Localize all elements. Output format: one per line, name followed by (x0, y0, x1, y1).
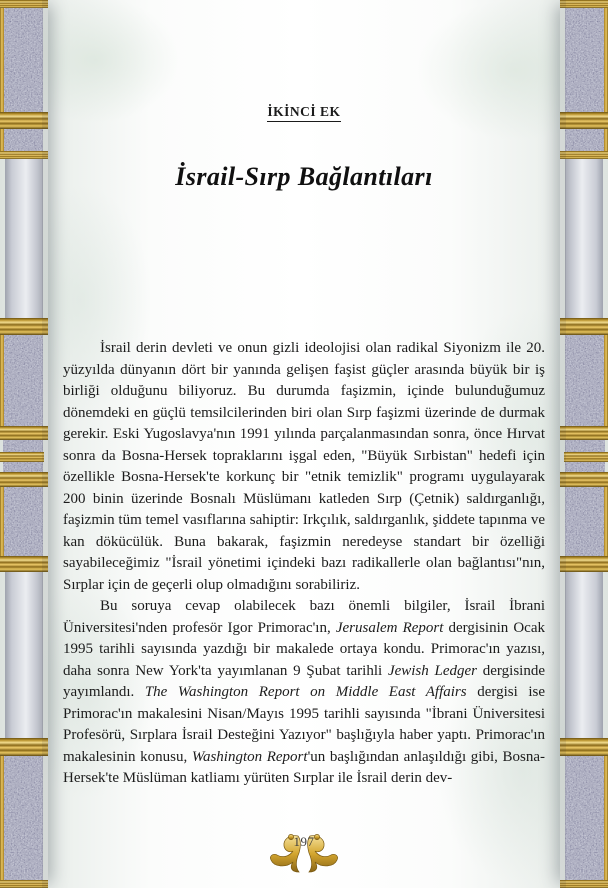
paragraph: İsrail derin devleti ve onun gizli ideolojisi olan radikal Siyonizm ile 20. yüzyılda dünyanın dört bir yanında gelişen faşist güçler arasında büyük bir iş birliği olduğunu biliyoruz. Bu durumda faşizmin, içinde bulunduğumuz dönemdeki en güçlü temsilcilerinden biri olan Sırp faşizmi üzerinde de durmak gerekir. Eski Yugoslavya'nın 1991 yılında parçalanmasından sonra, önce Hırvat sonra da Bosna-Hersek topraklarını işgal eden, "Büyük Sırbistan" hedefi için özellikle Bosna-Hersek'te korkunç bir "etnik temizlik" programı uygulayarak 200 binin üzerinde Bosnalı Müslümanı katleden Sırp (Çetnik) saldırganlığı, faşizmin tüm temel vasıflarına sahiptir: Irkçılık, saldırganlık, şiddete tapınma ve kan dökücülük. Buna bakarak, faşizmin neredeyse standart bir özelliği sayabileceğimiz "İsrail yönetimi içindeki bazı radikallerle olan bağlantısı"nın, Sırplar için de geçerli olup olmadığını sorabiliriz. (63, 340, 545, 593)
section-kicker (63, 104, 545, 120)
page-title: İsrail-Sırp Bağlantıları (175, 162, 433, 191)
page-footer (63, 830, 545, 880)
section-kicker-label: İKİNCİ EK (267, 104, 340, 122)
marble-gold-pilaster-icon (0, 0, 48, 888)
left-border-pilaster (0, 0, 48, 888)
right-border-pilaster (560, 0, 608, 888)
page-content (63, 0, 545, 888)
page-number: 197 (293, 834, 315, 849)
body-text (63, 338, 545, 790)
marble-gold-pilaster-icon (560, 0, 608, 888)
paragraph: Bu soruya cevap olabilecek bazı önemli bilgiler, İsrail İbrani Üniversitesi'nden profesör Igor Primorac'ın, Jerusalem Report dergisinin Ocak 1995 tarihli sayısında yazdığı bir makalede ortaya kondu. Primorac'ın yazısı, daha sonra New York'ta yayımlanan 9 Şubat tarihli Jewish Ledger dergisinde yayımlandı. The Washington Report on Middle East Affairs dergisi ise Primorac'ın makalesini Nisan/Mayıs 1995 tarihli sayısında "İbrani Üniversitesi Profesörü, Sırplara İsrail Desteğini Yazıyor" başlığıyla haber yaptı. Primorac'ın makalesinin konusu, Washington Report'un başlığından anlaşıldığı gibi, Bosna-Hersek'te Müslüman katliamı yürüten Sırplar ile İsrail derin dev- (63, 598, 545, 786)
